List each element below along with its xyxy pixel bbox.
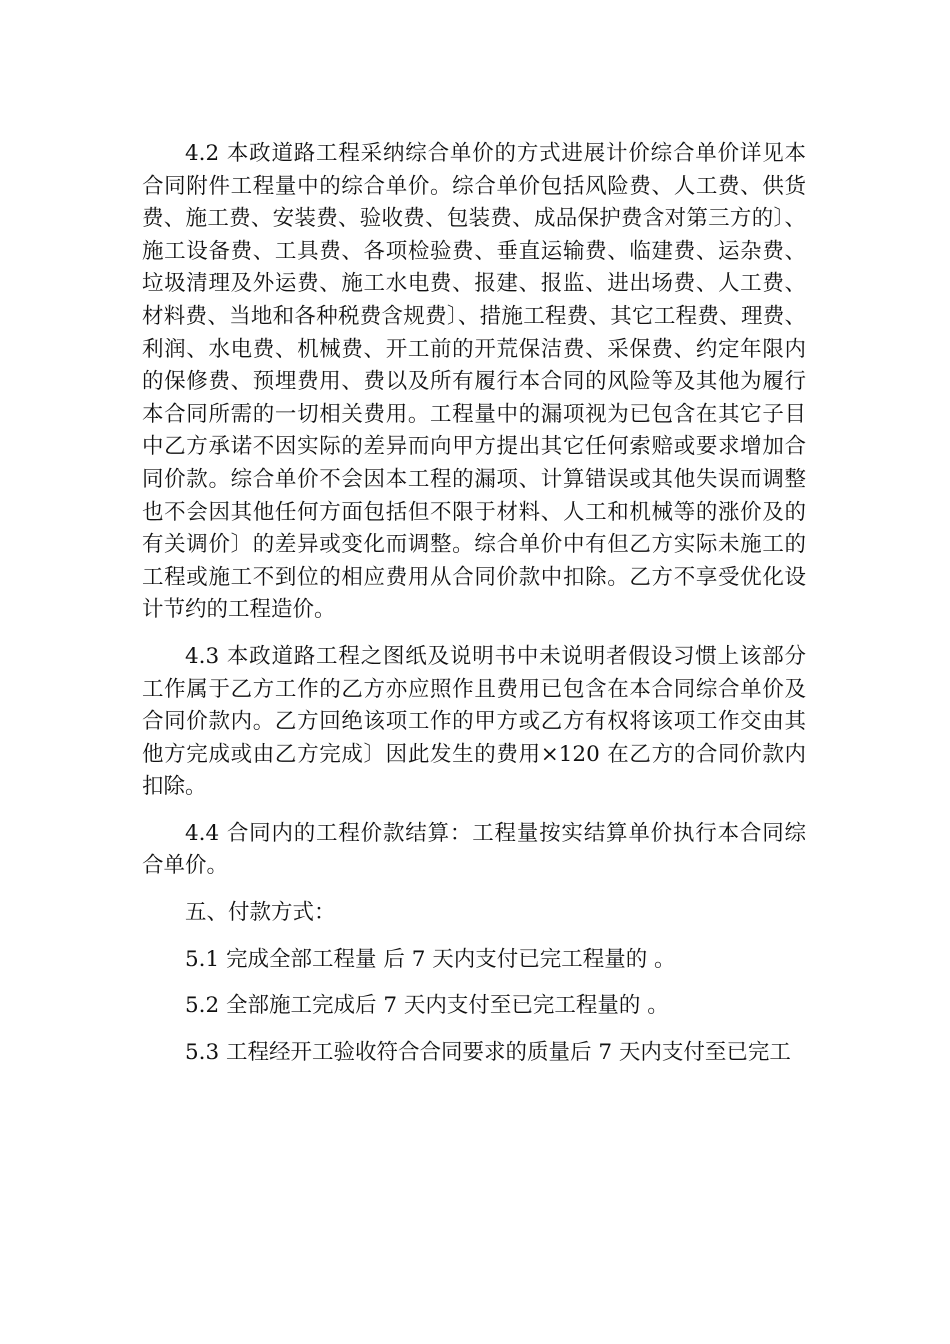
paragraph-5-3: 5.3 工程经开工验收符合合同要求的质量后 7 天内支付至已完工: [185, 1039, 791, 1065]
paragraph-5-2: 5.2 全部施工完成后 7 天内支付至已完工程量的 。: [185, 993, 669, 1019]
paragraph-4-3: 4.3 本政道路工程之图纸及说明书中未说明者假设习惯上该部分工作属于乙方工作的乙方亦应照作且费用已包含在本合同综合单价及合同价款内。乙方回绝该项工作的甲方或乙方有权将该项工作交由其他方完成或由乙方完成〕因此发生的费用×120 在乙方的合同价款内扣除。: [142, 643, 806, 800]
document-body: [142, 138, 806, 1083]
paragraph-4-4: 4.4 合同内的工程价款结算：工程量按实结算单价执行本合同综合单价。: [142, 820, 806, 879]
section-heading-payment: 五、付款方式：: [185, 900, 336, 926]
paragraph-4-2: 4.2 本政道路工程采纳综合单价的方式进展计价综合单价详见本合同附件工程量中的综合单价。综合单价包括风险费、人工费、供货费、施工费、安装费、验收费、包装费、成品保护费含对第三方的〕、施工设备费、工具费、各项检验费、垂直运输费、临建费、运杂费、垃圾清理及外运费、施工水电费、报建、报监、进出场费、人工费、材料费、当地和各种税费含规费〕、措施工程费、其它工程费、理费、利润、水电费、机械费、开工前的开荒保洁费、采保费、约定年限内的保修费、预埋费用、费以及所有履行本合同的风险等及其他为履行本合同所需的一切相关费用。工程量中的漏项视为已包含在其它子目中乙方承诺不因实际的差异而向甲方提出其它任何索赔或要求增加合同价款。综合单价不会因本工程的漏项、计算错误或其他失误而调整也不会因其他任何方面包括但不限于材料、人工和机械等的涨价及的有关调价〕的差异或变化而调整。综合单价中有但乙方实际未施工的工程或施工不到位的相应费用从合同价款中扣除。乙方不享受优化设计节约的工程造价。: [142, 141, 806, 623]
paragraph-5-1: 5.1 完成全部工程量 后 7 天内支付已完工程量的 。: [185, 946, 676, 972]
